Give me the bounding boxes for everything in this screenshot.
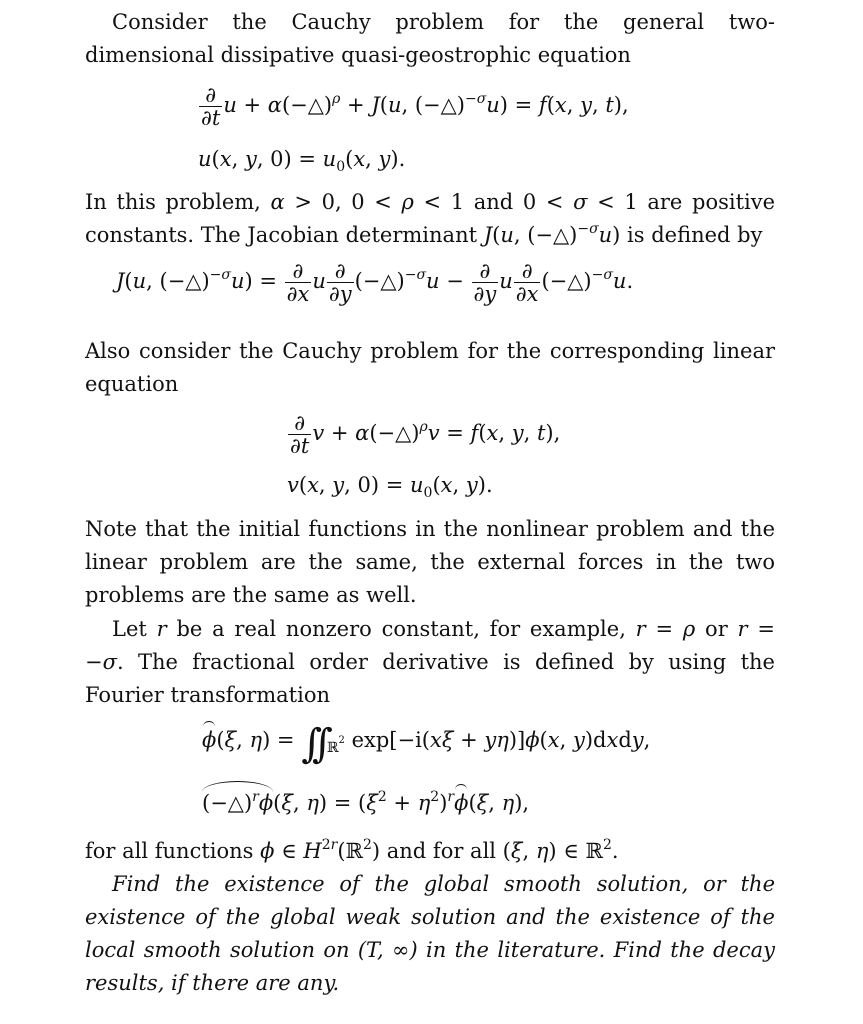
paragraph-fractional: Let r be a real nonzero constant, for example, r = ρ or r = −σ. The fractional order derivative is defined by using the Fourier transformation [85, 617, 775, 707]
paragraph-intro: Consider the Cauchy problem for the general two-dimensional dissipative quasi-geostrophic equation [85, 10, 775, 67]
paragraph-linear-intro: Also consider the Cauchy problem for the corresponding linear equation [85, 339, 775, 396]
equation-qg-initial: u(x, y, $0) = u_0(x$, y). [198, 147, 406, 175]
equation-linear-initial: v(x, y, $0) = u_0(x$, y). [287, 473, 493, 501]
equation-fourier: ϕ(ξ, η) = ∫∫ $_{ℝ^2}$ exp[−i(xξ + yη)]ϕ(x, y)dxdy, [202, 721, 651, 767]
equation-linear-main: $\frac{\partial}{\partial t}$ v + α(−△)$^\rho$v = f(x, y, t), [290, 411, 561, 458]
paragraph-task: Find the existence of the global smooth solution, or the existence of the global weak solution and the existence of the local smooth solution on (T, ∞) in the literature. Find the decay results, if there are any. [85, 872, 775, 995]
paragraph-constants: In this problem, α > 0, 0 < ρ < 1 and 0 < σ < 1 are positive constants. The Jacobian determinant J(u, (−△)$^{-\sigma}$u) is defined by [85, 190, 776, 247]
paragraph-functions: for all functions ϕ ∈ $H^{2r}(ℝ^2)$ and for all (ξ, η) ∈ ℝ$^2$. [85, 837, 619, 863]
equation-fractional-def: (−△)$^r$ϕ(ξ, $\eta) = (\xi^2 + \eta^2)^r\phi(\xi$, η), [202, 789, 530, 815]
equation-jacobian: J(u, (−△)$^{-\sigma}$u) = $\frac{\partial}{\partial x}$ u $\frac{\partial}{\partial y}$ (−△)$^{-\sigma}$u − $\frac{\partial}{\partial y}$ u $\frac{\partial}{\partial x}$ (−△)$^{-\sigma}$u. [116, 259, 634, 306]
paragraph-note: Note that the initial functions in the nonlinear problem and the linear problem are the same, the external forces in the two problems are the same as well. [85, 517, 775, 607]
equation-qg-main: $\frac{\partial}{\partial t}$ u + α(−△)$^\rho$ + J(u, (−△)$^{-\sigma}$u) = f(x, y, t), [201, 83, 629, 130]
